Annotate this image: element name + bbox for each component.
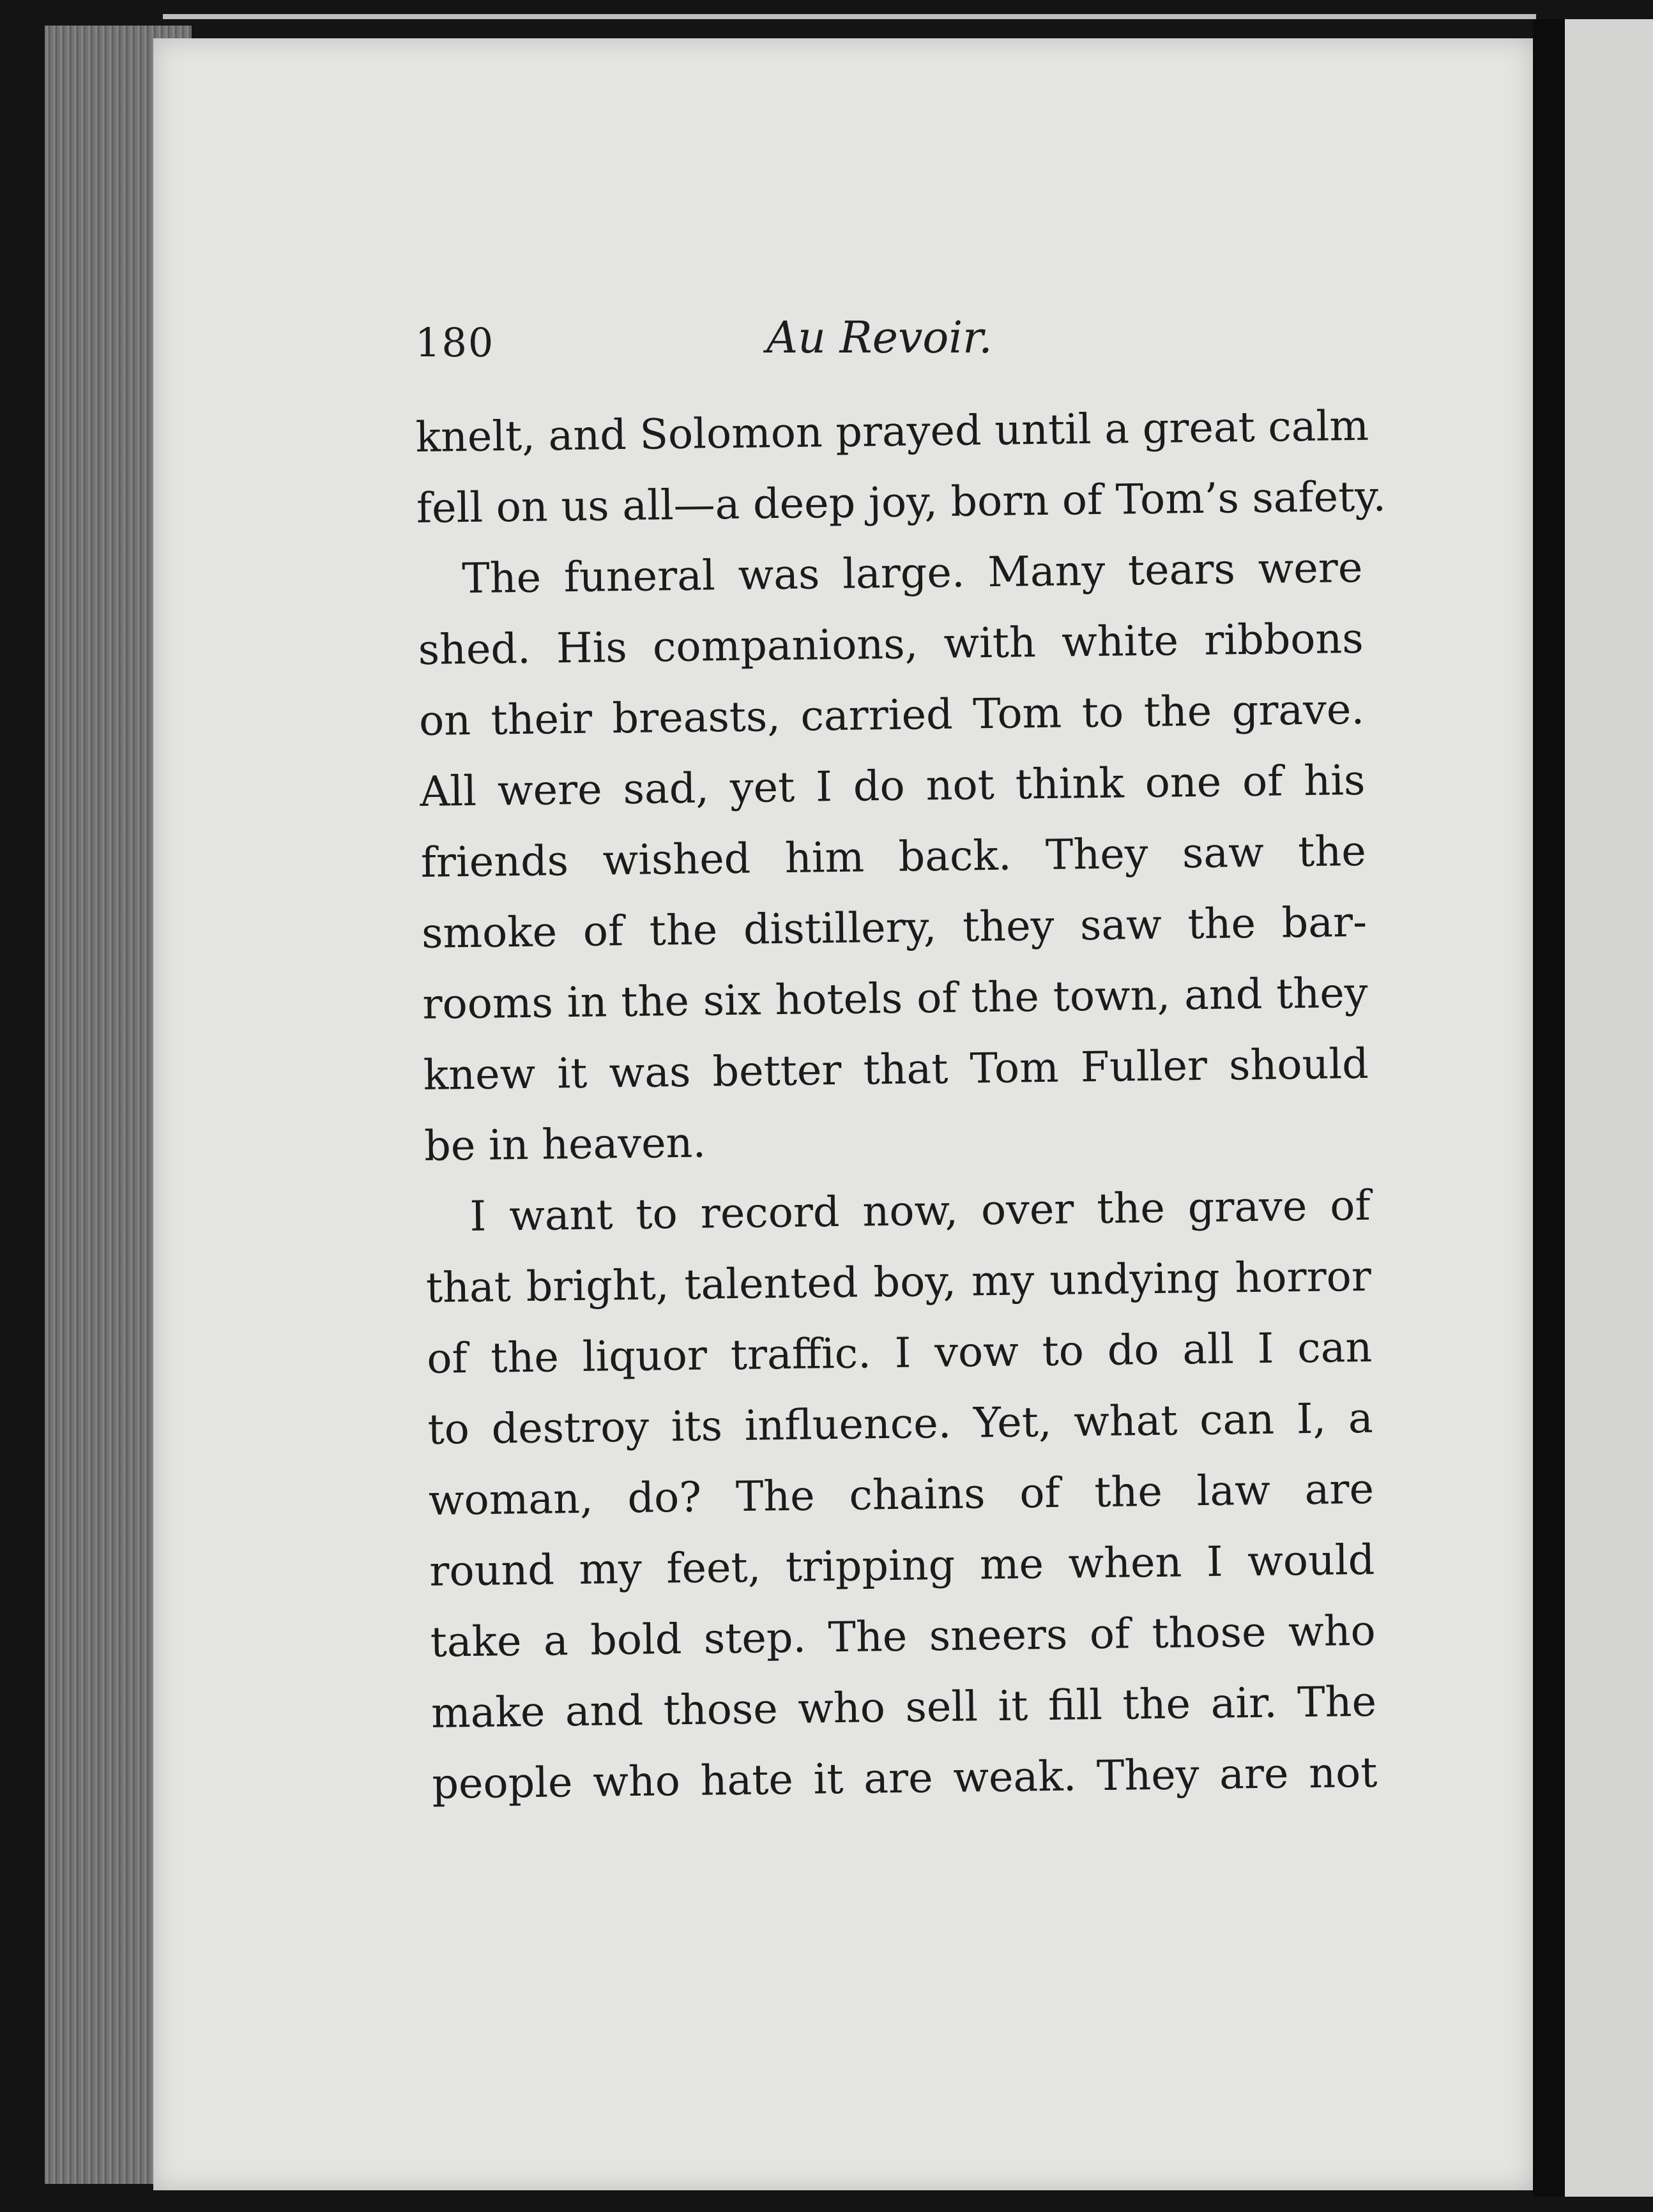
text-line: friends wished him back. They saw the (420, 827, 1367, 887)
text-line: knelt, and Solomon prayed until a great calm (415, 402, 1369, 462)
text-line: rooms in the six hotels of the town, and they (422, 969, 1368, 1029)
body-text (415, 391, 1387, 1820)
page-number: 180 (415, 319, 495, 366)
running-title: Au Revoir. (766, 313, 993, 363)
text-line: take a bold step. The sneers of those who (430, 1607, 1376, 1667)
text-line: make and those who sell it fill the air. The (430, 1678, 1377, 1738)
text-line: fell on us all—a deep joy, born of Tom’s safety. (416, 473, 1387, 533)
text-line: to destroy its influence. Yet, what can I, a (427, 1394, 1374, 1454)
text-line: that bright, talented boy, my undying horror (425, 1252, 1372, 1312)
text-line: The funeral was large. Many tears were (461, 543, 1363, 603)
text-line: on their breasts, carried Tom to the grave. (418, 685, 1365, 745)
text-line: people who hate it are weak. They are not (431, 1748, 1378, 1808)
text-line: woman, do? The chains of the law are (428, 1465, 1375, 1525)
text-line: round my feet, tripping me when I would (429, 1536, 1375, 1596)
text-line: shed. His companions, with white ribbons (418, 614, 1364, 674)
book-gutter (1533, 19, 1565, 2197)
running-head (415, 313, 1386, 383)
text-line: be in heaven. (423, 1119, 706, 1170)
top-page-edge (163, 14, 1536, 19)
text-line: I want to record now, over the grave of (469, 1181, 1371, 1241)
text-line: knew it was better that Tom Fuller should (423, 1040, 1369, 1100)
facing-page-edge (1565, 19, 1653, 2197)
text-line: All were sad, yet I do not think one of his (420, 756, 1366, 816)
text-line: of the liquor traffic. I vow to do all I can (426, 1323, 1373, 1383)
text-line: smoke of the distillery, they saw the bar- (421, 898, 1367, 958)
